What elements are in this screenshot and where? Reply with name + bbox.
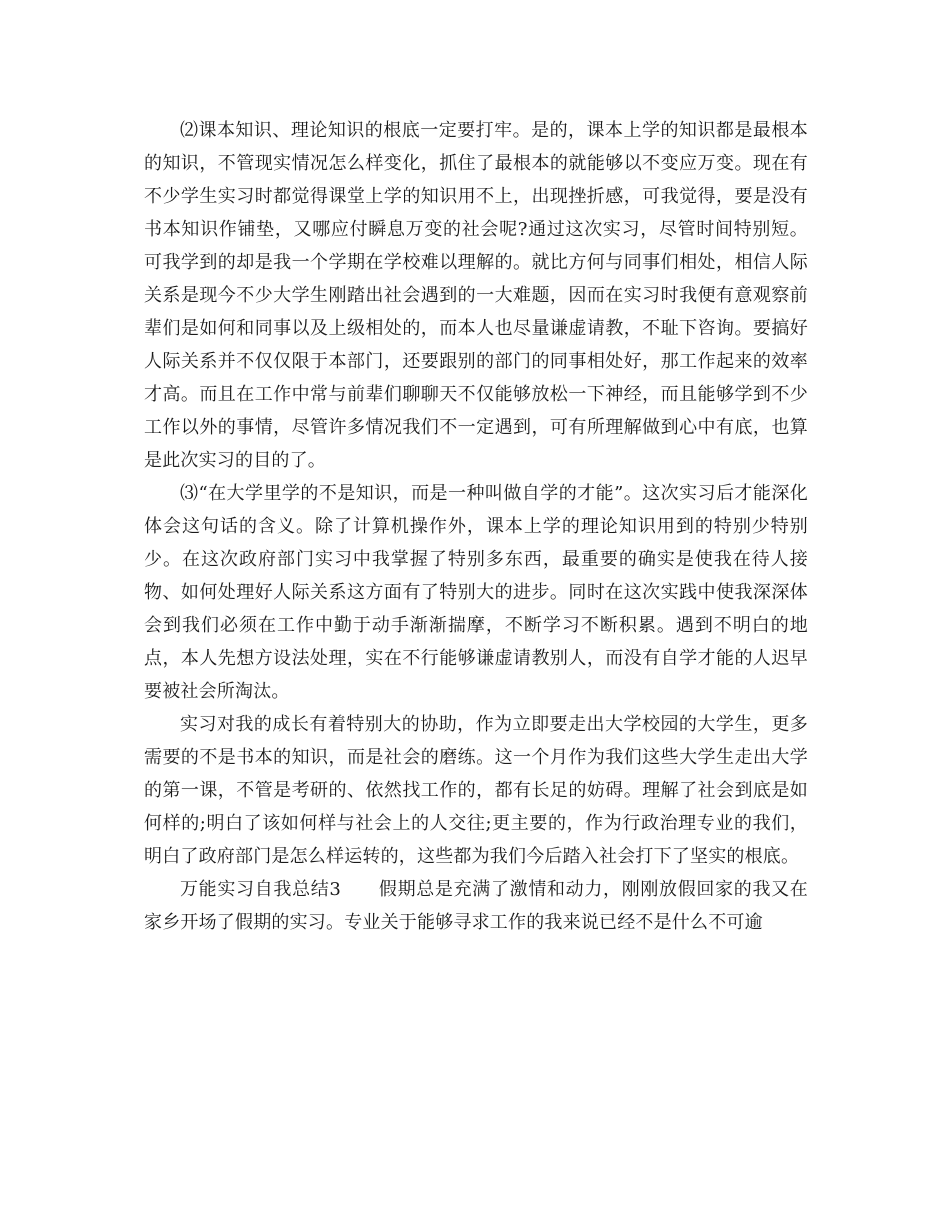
paragraph-textbook-knowledge: ⑵课本知识、理论知识的根底一定要打牢。是的，课本上学的知识都是最根本的知识，不管现实情况怎么样变化，抓住了最根本的就能够以不变应万变。现在有不少学生实习时都觉得课堂上学的知识用不上，出现挫折感，可我觉得，要是没有书本知识作铺垫，又哪应付瞬息万变的社会呢?通过这次实习，尽管时间特别短。可我学到的却是我一个学期在学校难以理解的。就比方何与同事们相处，相信人际关系是现今不少大学生刚踏出社会遇到的一大难题，因而在实习时我便有意观察前辈们是如何和同事以及上级相处的，而本人也尽量谦虚请教，不耻下咨询。要搞好人际关系并不仅仅限于本部门，还要跟别的部门的同事相处好，那工作起来的效率才高。而且在工作中常与前辈们聊聊天不仅能够放松一下神经，而且能够学到不少工作以外的事情，尽管许多情况我们不一定遇到，可有所理解做到心中有底，也算是此次实习的目的了。 <box>144 120 808 471</box>
paragraph-self-learning: ⑶“在大学里学的不是知识，而是一种叫做自学的才能”。这次实习后才能深化体会这句话的含义。除了计算机操作外，课本上学的理论知识用到的特别少特别少。在这次政府部门实习中我掌握了特别多东西，最重要的确实是使我在待人接物、如何处理好人际关系这方面有了特别大的进步。同时在这次实践中使我深深体会到我们必须在工作中勤于动手渐渐揣摩，不断学习不断积累。遇到不明白的地点，本人先想方设法处理，实在不行能够谦虚请教别人，而没有自学才能的人迟早要被社会所淘汰。 <box>144 483 808 702</box>
paragraph-summary-3: 万能实习自我总结3 假期总是充满了激情和动力，刚刚放假回家的我又在家乡开场了假期的实习。专业关于能够寻求工作的我来说已经不是什么不可逾 <box>144 879 808 933</box>
paragraph-internship-growth: 实习对我的成长有着特别大的协助，作为立即要走出大学校园的大学生，更多需要的不是书本的知识，而是社会的磨练。这一个月作为我们这些大学生走出大学的第一课，不管是考研的、依然找工作的，都有长足的妨碍。理解了社会到底是如何样的;明白了该如何样与社会上的人交往;更主要的，作为行政治理专业的我们，明白了政府部门是怎么样运转的，这些都为我们今后踏入社会打下了坚实的根底。 <box>144 714 808 867</box>
document-body <box>144 114 808 939</box>
